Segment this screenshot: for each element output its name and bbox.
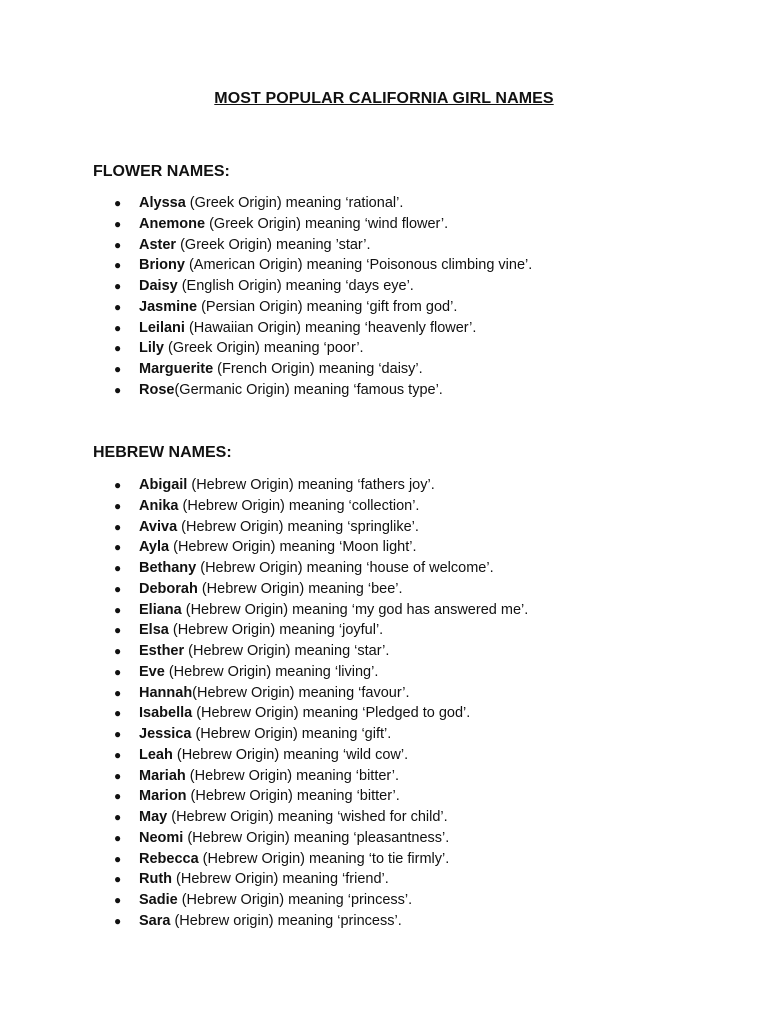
list-item (112, 869, 528, 890)
hebrew-names-list (112, 475, 528, 932)
name-origin-meaning: (Hebrew Origin) meaning ‘star’. (184, 643, 390, 659)
name-origin-meaning: (Hebrew Origin) meaning ‘fathers joy’. (187, 477, 435, 493)
girl-name: Esther (139, 643, 185, 659)
list-item (112, 641, 528, 662)
bullet-icon: ● (114, 851, 122, 866)
name-origin-meaning: (Hebrew Origin) meaning ‘joyful’. (168, 622, 384, 639)
bullet-icon: ● (114, 237, 122, 252)
name-origin-meaning: (French Origin) meaning ‘daisy’. (213, 361, 423, 377)
bullet-icon: ● (114, 299, 122, 314)
list-item (112, 786, 528, 807)
bullet-icon: ● (114, 581, 122, 596)
list-item (112, 193, 532, 214)
girl-name: Sara (139, 912, 171, 929)
girl-name: Mariah (139, 767, 186, 784)
list-item (112, 807, 528, 828)
list-item (112, 380, 532, 401)
girl-name: Anika (139, 497, 179, 514)
flower-names-heading: FLOWER NAMES: (93, 163, 230, 180)
list-item (112, 255, 532, 276)
name-origin-meaning: (Greek Origin) meaning ’star’. (176, 236, 371, 253)
hebrew-names-heading: HEBREW NAMES: (93, 444, 232, 461)
girl-name: Ayla (139, 539, 170, 556)
bullet-icon: ● (114, 830, 122, 845)
bullet-icon: ● (114, 498, 122, 513)
name-origin-meaning: (Hebrew Origin) meaning ‘friend’. (172, 871, 389, 888)
name-origin-meaning: (Greek Origin) meaning ‘poor’. (163, 340, 364, 357)
girl-name: Aviva (139, 518, 178, 535)
bullet-icon: ● (114, 478, 122, 492)
name-origin-meaning: (Hebrew Origin) meaning ‘bee’. (197, 580, 403, 597)
bullet-icon: ● (114, 664, 122, 679)
girl-name: May (139, 809, 168, 825)
list-item (112, 849, 528, 870)
list-item (112, 359, 532, 380)
bullet-icon: ● (114, 561, 122, 575)
bullet-icon: ● (114, 382, 122, 397)
list-item (112, 558, 528, 579)
list-item (112, 496, 528, 517)
bullet-icon: ● (114, 602, 122, 617)
name-origin-meaning: (Hebrew Origin) meaning ‘collection’. (178, 497, 420, 514)
girl-name: Lily (139, 340, 164, 357)
bullet-icon: ● (114, 685, 122, 700)
girl-name: Leah (139, 746, 173, 763)
bullet-icon: ● (114, 706, 122, 721)
name-origin-meaning: (Hebrew origin) meaning ‘princess’. (170, 912, 402, 929)
girl-name: Rebecca (139, 850, 199, 867)
name-origin-meaning: (Hebrew Origin) meaning ‘living’. (164, 663, 379, 680)
bullet-icon: ● (114, 893, 122, 907)
bullet-icon: ● (114, 341, 122, 356)
bullet-icon: ● (114, 279, 122, 293)
girl-name: Neomi (139, 829, 184, 846)
bullet-icon: ● (114, 362, 122, 376)
name-origin-meaning: (Hebrew Origin) meaning ‘to tie firmly’. (198, 850, 450, 867)
name-origin-meaning: (Hebrew Origin) meaning ‘princess’. (177, 892, 413, 908)
bullet-icon: ● (114, 872, 122, 887)
bullet-icon: ● (114, 768, 122, 783)
bullet-icon: ● (114, 644, 122, 658)
girl-name: Abigail (139, 477, 188, 493)
bullet-icon: ● (114, 540, 122, 555)
bullet-icon: ● (114, 519, 122, 534)
name-origin-meaning: (Persian Origin) meaning ‘gift from god’. (197, 298, 458, 315)
list-item (112, 600, 528, 621)
bullet-icon: ● (114, 258, 122, 273)
girl-name: Anemone (139, 215, 206, 232)
girl-name: Bethany (139, 560, 197, 576)
girl-name: Aster (139, 236, 177, 253)
bullet-icon: ● (114, 320, 122, 335)
list-item (112, 579, 528, 600)
name-origin-meaning: (Hebrew Origin) meaning ‘bitter’. (185, 767, 400, 784)
girl-name: Rose (139, 381, 175, 398)
name-origin-meaning: (Greek Origin) meaning ‘rational’. (185, 195, 404, 211)
name-origin-meaning: (Hebrew Origin) meaning ‘springlike’. (177, 518, 419, 535)
name-origin-meaning: (American Origin) meaning ‘Poisonous climbing vine’. (184, 257, 533, 274)
name-origin-meaning: (Hebrew Origin) meaning ‘favour’. (192, 684, 410, 701)
name-origin-meaning: (Hebrew Origin) meaning ‘my god has answered me’. (181, 601, 529, 618)
girl-name: Marion (139, 788, 187, 805)
name-origin-meaning: (English Origin) meaning ‘days eye’. (177, 278, 414, 294)
name-origin-meaning: (Hebrew Origin) meaning ‘pleasantness’. (183, 829, 450, 846)
bullet-icon: ● (114, 623, 122, 638)
document-title: MOST POPULAR CALIFORNIA GIRL NAMES (214, 90, 554, 107)
girl-name: Marguerite (139, 361, 214, 377)
list-item (112, 828, 528, 849)
list-item (112, 745, 528, 766)
name-origin-meaning: (Hebrew Origin) meaning ‘wild cow’. (172, 746, 409, 763)
flower-names-list (112, 193, 532, 401)
list-item (112, 683, 528, 704)
name-origin-meaning: (Hebrew Origin) meaning ‘house of welcome’. (196, 560, 494, 576)
girl-name: Deborah (139, 580, 198, 597)
name-origin-meaning: (Hebrew Origin) meaning ‘wished for child’. (167, 809, 448, 825)
name-origin-meaning: (Greek Origin) meaning ‘wind flower’. (205, 215, 449, 232)
list-item (112, 724, 528, 745)
list-item (112, 620, 528, 641)
girl-name: Eliana (139, 601, 182, 618)
list-item (112, 911, 528, 932)
list-item (112, 890, 528, 911)
girl-name: Hannah (139, 684, 193, 701)
bullet-icon: ● (114, 810, 122, 824)
girl-name: Daisy (139, 278, 178, 294)
list-item (112, 235, 532, 256)
name-origin-meaning: (Hebrew Origin) meaning ‘bitter’. (186, 788, 400, 805)
girl-name: Leilani (139, 319, 185, 336)
bullet-icon: ● (114, 196, 122, 210)
girl-name: Briony (139, 257, 185, 274)
bullet-icon: ● (114, 789, 122, 804)
girl-name: Jasmine (139, 298, 198, 315)
list-item (112, 517, 528, 538)
bullet-icon: ● (114, 727, 122, 741)
list-item (112, 297, 532, 318)
girl-name: Jessica (139, 726, 192, 742)
list-item (112, 766, 528, 787)
list-item (112, 214, 532, 235)
name-origin-meaning: (Hawaiian Origin) meaning ‘heavenly flower’. (184, 319, 477, 336)
name-origin-meaning: (Germanic Origin) meaning ‘famous type’. (174, 381, 443, 398)
name-origin-meaning: (Hebrew Origin) meaning ‘gift’. (191, 726, 392, 742)
girl-name: Isabella (139, 705, 193, 722)
girl-name: Alyssa (139, 195, 186, 211)
girl-name: Ruth (139, 871, 173, 888)
girl-name: Sadie (139, 892, 178, 908)
list-item (112, 703, 528, 724)
name-origin-meaning: (Hebrew Origin) meaning ‘Moon light’. (169, 539, 417, 556)
list-item (112, 537, 528, 558)
list-item (112, 662, 528, 683)
bullet-icon: ● (114, 913, 122, 928)
list-item (112, 475, 528, 496)
list-item (112, 338, 532, 359)
girl-name: Eve (139, 663, 165, 680)
girl-name: Elsa (139, 622, 169, 639)
bullet-icon: ● (114, 747, 122, 762)
bullet-icon: ● (114, 216, 122, 231)
list-item (112, 318, 532, 339)
name-origin-meaning: (Hebrew Origin) meaning ‘Pledged to god’. (192, 705, 471, 722)
list-item (112, 276, 532, 297)
